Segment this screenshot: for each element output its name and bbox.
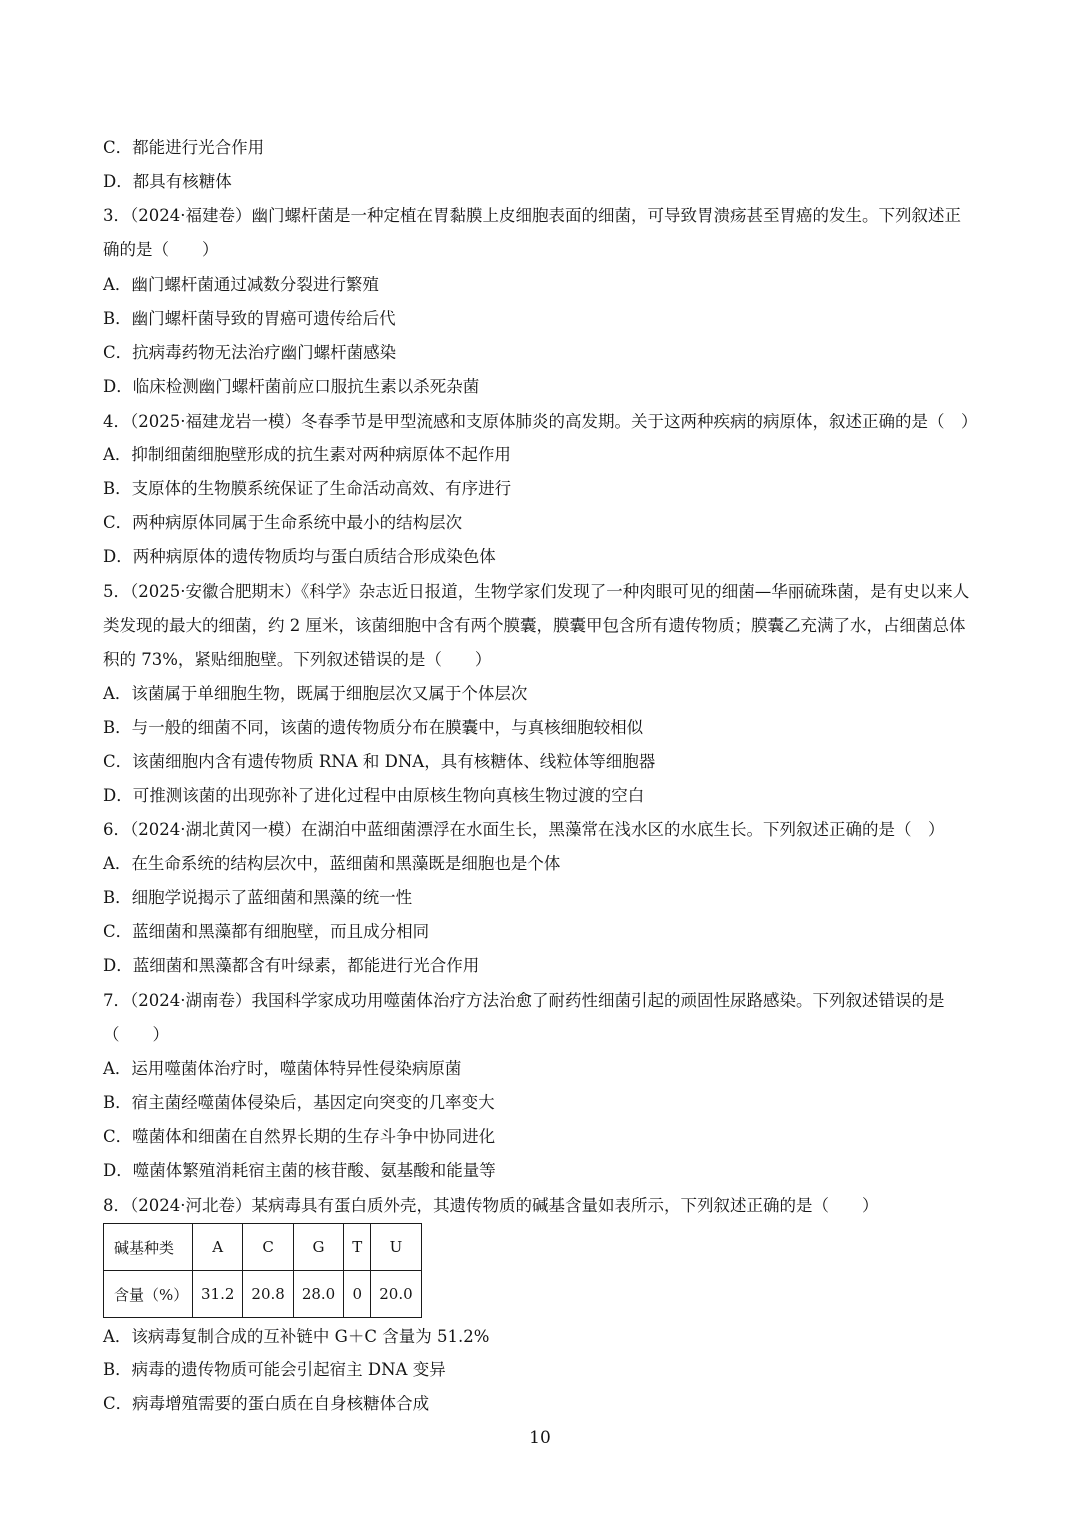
option-6a: A．在生命系统的结构层次中，蓝细菌和黑藻既是细胞也是个体	[103, 854, 561, 873]
option-7b: B．宿主菌经噬菌体侵染后，基因定向突变的几率变大	[103, 1093, 495, 1112]
option-6d: D．蓝细菌和黑藻都含有叶绿素，都能进行光合作用	[103, 956, 480, 975]
table-cell: 0	[344, 1271, 371, 1318]
table-cell: 含量（%）	[104, 1271, 193, 1318]
table-cell: A	[193, 1224, 243, 1271]
question-3-stem: 3．（2024·福建卷）幽门螺杆菌是一种定植在胃黏膜上皮细胞表面的细菌，可导致胃溃疡甚至胃癌的发生。下列叙述正	[103, 206, 961, 225]
question-7-stem: 7．（2024·湖南卷）我国科学家成功用噬菌体治疗方法治愈了耐药性细菌引起的顽固性尿路感染。下列叙述错误的是	[103, 991, 945, 1010]
table-cell: 28.0	[293, 1271, 343, 1318]
option-4a: A．抑制细菌细胞壁形成的抗生素对两种病原体不起作用	[103, 445, 511, 464]
table-cell: C	[243, 1224, 293, 1271]
question-5-stem: 5．（2025·安徽合肥期末）《科学》杂志近日报道，生物学家们发现了一种肉眼可见的细菌—华丽硫珠菌，是有史以来人	[103, 582, 970, 601]
option-8a: A．该病毒复制合成的互补链中 G＋C 含量为 51.2%	[103, 1327, 490, 1346]
option-3d: D．临床检测幽门螺杆菌前应口服抗生素以杀死杂菌	[103, 377, 480, 396]
option-2d: D．都具有核糖体	[103, 172, 232, 191]
option-6c: C．蓝细菌和黑藻都有细胞壁，而且成分相同	[103, 922, 430, 941]
question-7-stem-cont: （ ）	[103, 1025, 169, 1044]
question-6-stem: 6．（2024·湖北黄冈一模）在湖泊中蓝细菌漂浮在水面生长，黑藻常在浅水区的水底生长。下列叙述正确的是（ ）	[103, 820, 945, 839]
option-7a: A．运用噬菌体治疗时，噬菌体特异性侵染病原菌	[103, 1059, 462, 1078]
table-cell: U	[371, 1224, 421, 1271]
option-7d: D．噬菌体繁殖消耗宿主菌的核苷酸、氨基酸和能量等	[103, 1161, 496, 1180]
option-8c: C．病毒增殖需要的蛋白质在自身核糖体合成	[103, 1394, 430, 1413]
option-5b: B．与一般的细菌不同，该菌的遗传物质分布在膜囊中，与真核细胞较相似	[103, 718, 644, 737]
table-cell: T	[344, 1224, 371, 1271]
question-5-stem-cont-2: 积的 73%，紧贴细胞壁。下列叙述错误的是（ ）	[103, 650, 492, 669]
table-cell: 31.2	[193, 1271, 243, 1318]
table-row	[104, 1224, 422, 1271]
option-6b: B．细胞学说揭示了蓝细菌和黑藻的统一性	[103, 888, 413, 907]
base-content-table	[103, 1223, 422, 1318]
table-row	[104, 1271, 422, 1318]
option-3c: C．抗病毒药物无法治疗幽门螺杆菌感染	[103, 343, 397, 362]
table-cell: 20.0	[371, 1271, 421, 1318]
option-4d: D．两种病原体的遗传物质均与蛋白质结合形成染色体	[103, 547, 496, 566]
option-3b: B．幽门螺杆菌导致的胃癌可遗传给后代	[103, 309, 396, 328]
page-number: 10	[529, 1428, 551, 1448]
question-4-stem: 4．（2025·福建龙岩一模）冬春季节是甲型流感和支原体肺炎的高发期。关于这两种疾病的病原体，叙述正确的是（ ）	[103, 412, 978, 431]
option-2c: C．都能进行光合作用	[103, 138, 265, 157]
option-5c: C．该菌细胞内含有遗传物质 RNA 和 DNA，具有核糖体、线粒体等细胞器	[103, 752, 656, 771]
option-5d: D．可推测该菌的出现弥补了进化过程中由原核生物向真核生物过渡的空白	[103, 786, 645, 805]
question-3-stem-cont: 确的是（ ）	[103, 240, 219, 259]
option-5a: A．该菌属于单细胞生物，既属于细胞层次又属于个体层次	[103, 684, 528, 703]
table-cell: 20.8	[243, 1271, 293, 1318]
question-5-stem-cont: 类发现的最大的细菌，约 2 厘米，该菌细胞中含有两个膜囊，膜囊甲包含所有遗传物质；膜囊乙充满了水，占细菌总体	[103, 616, 966, 635]
option-4b: B．支原体的生物膜系统保证了生命活动高效、有序进行	[103, 479, 512, 498]
option-3a: A．幽门螺杆菌通过减数分裂进行繁殖	[103, 275, 379, 294]
option-7c: C．噬菌体和细菌在自然界长期的生存斗争中协同进化	[103, 1127, 496, 1146]
question-8-stem: 8．（2024·河北卷）某病毒具有蛋白质外壳，其遗传物质的碱基含量如表所示，下列叙述正确的是（ ）	[103, 1196, 879, 1215]
table-cell: 碱基种类	[104, 1224, 193, 1271]
option-4c: C．两种病原体同属于生命系统中最小的结构层次	[103, 513, 463, 532]
option-8b: B．病毒的遗传物质可能会引起宿主 DNA 变异	[103, 1360, 446, 1379]
table-cell: G	[293, 1224, 343, 1271]
